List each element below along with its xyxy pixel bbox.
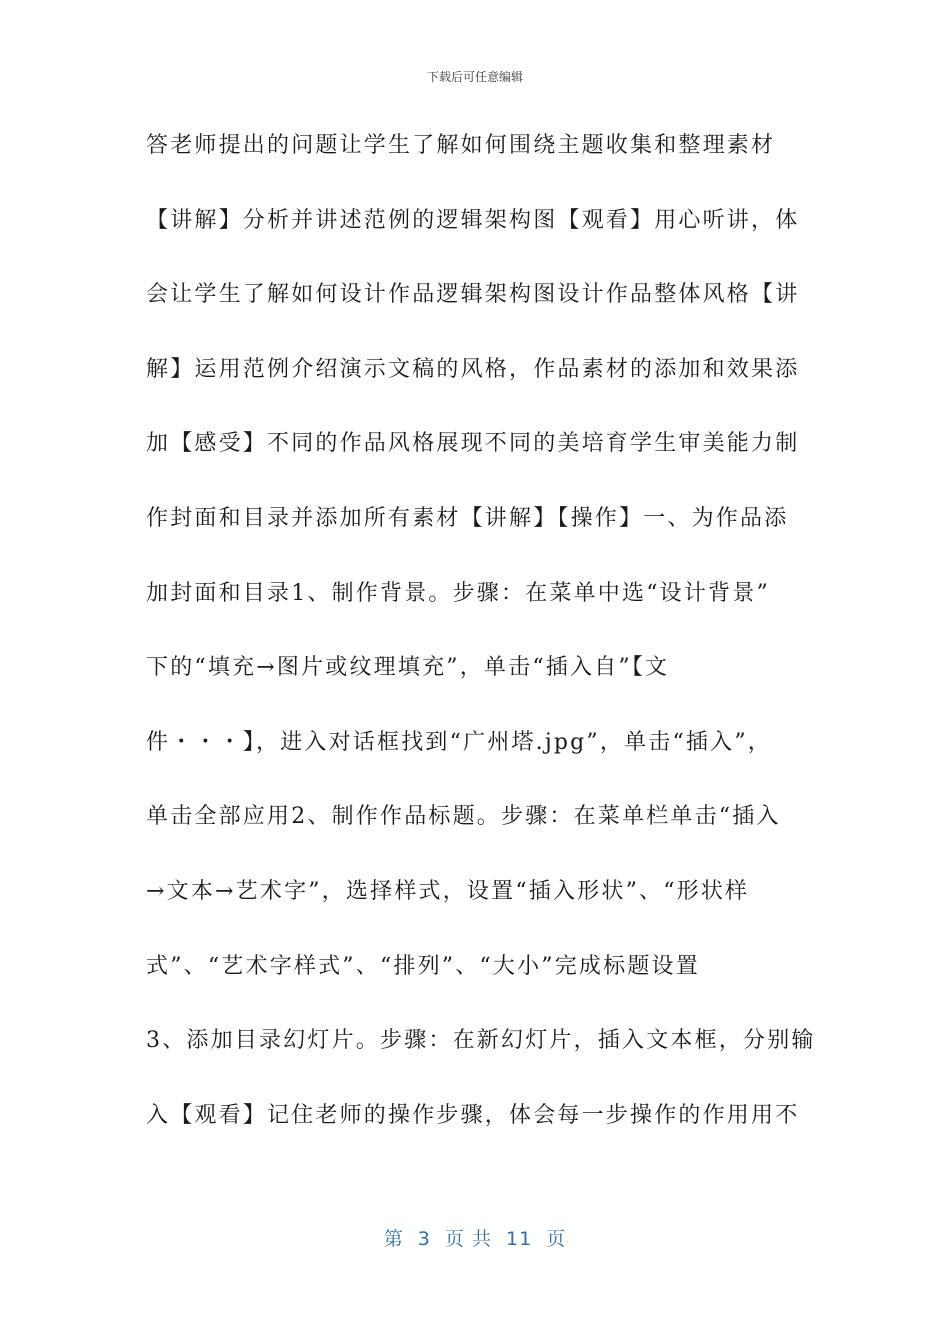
body-line: 单击全部应用2、制作作品标题。步骤：在菜单栏单击“插入 (146, 804, 781, 830)
body-line: 件・・・】，进入对话框找到“广州塔.jpg”，单击“插入”， (146, 729, 772, 755)
body-line: 解】运用范例介绍演示文稿的风格，作品素材的添加和效果添 (146, 356, 800, 382)
body-line: 作封面和目录并添加所有素材【讲解】【操作】一、为作品添 (146, 505, 789, 531)
body-line: 式”、“艺术字样式”、“排列”、“大小”完成标题设置 (146, 953, 700, 979)
body-line: →文本→艺术字”，选择样式，设置“插入形状”、“形状样 (146, 878, 750, 904)
body-line: 加封面和目录1、制作背景。步骤：在菜单中选“设计背景” (146, 580, 770, 606)
body-line: 会让学生了解如何设计作品逻辑架构图设计作品整体风格【讲 (146, 282, 800, 308)
document-body (146, 120, 816, 1164)
body-line: 答老师提出的问题让学生了解如何围绕主题收集和整理素材 (146, 133, 776, 158)
page-number-footer: 第 3 页 共 11 页 (383, 1228, 567, 1250)
body-line: 下的“填充→图片或纹理填充”，单击“插入自”【文 (146, 655, 670, 681)
body-line: 3、添加目录幻灯片。步骤：在新幻灯片，插入文本框，分别输 (146, 1028, 816, 1054)
body-line: 入【观看】记住老师的操作步骤，体会每一步操作的作用用不 (146, 1102, 800, 1128)
body-line: 加【感受】不同的作品风格展现不同的美培育学生审美能力制 (146, 431, 800, 457)
page-header: 下载后可任意编辑 (426, 70, 523, 84)
body-line: 【讲解】分析并讲述范例的逻辑架构图【观看】用心听讲，体 (146, 207, 800, 233)
